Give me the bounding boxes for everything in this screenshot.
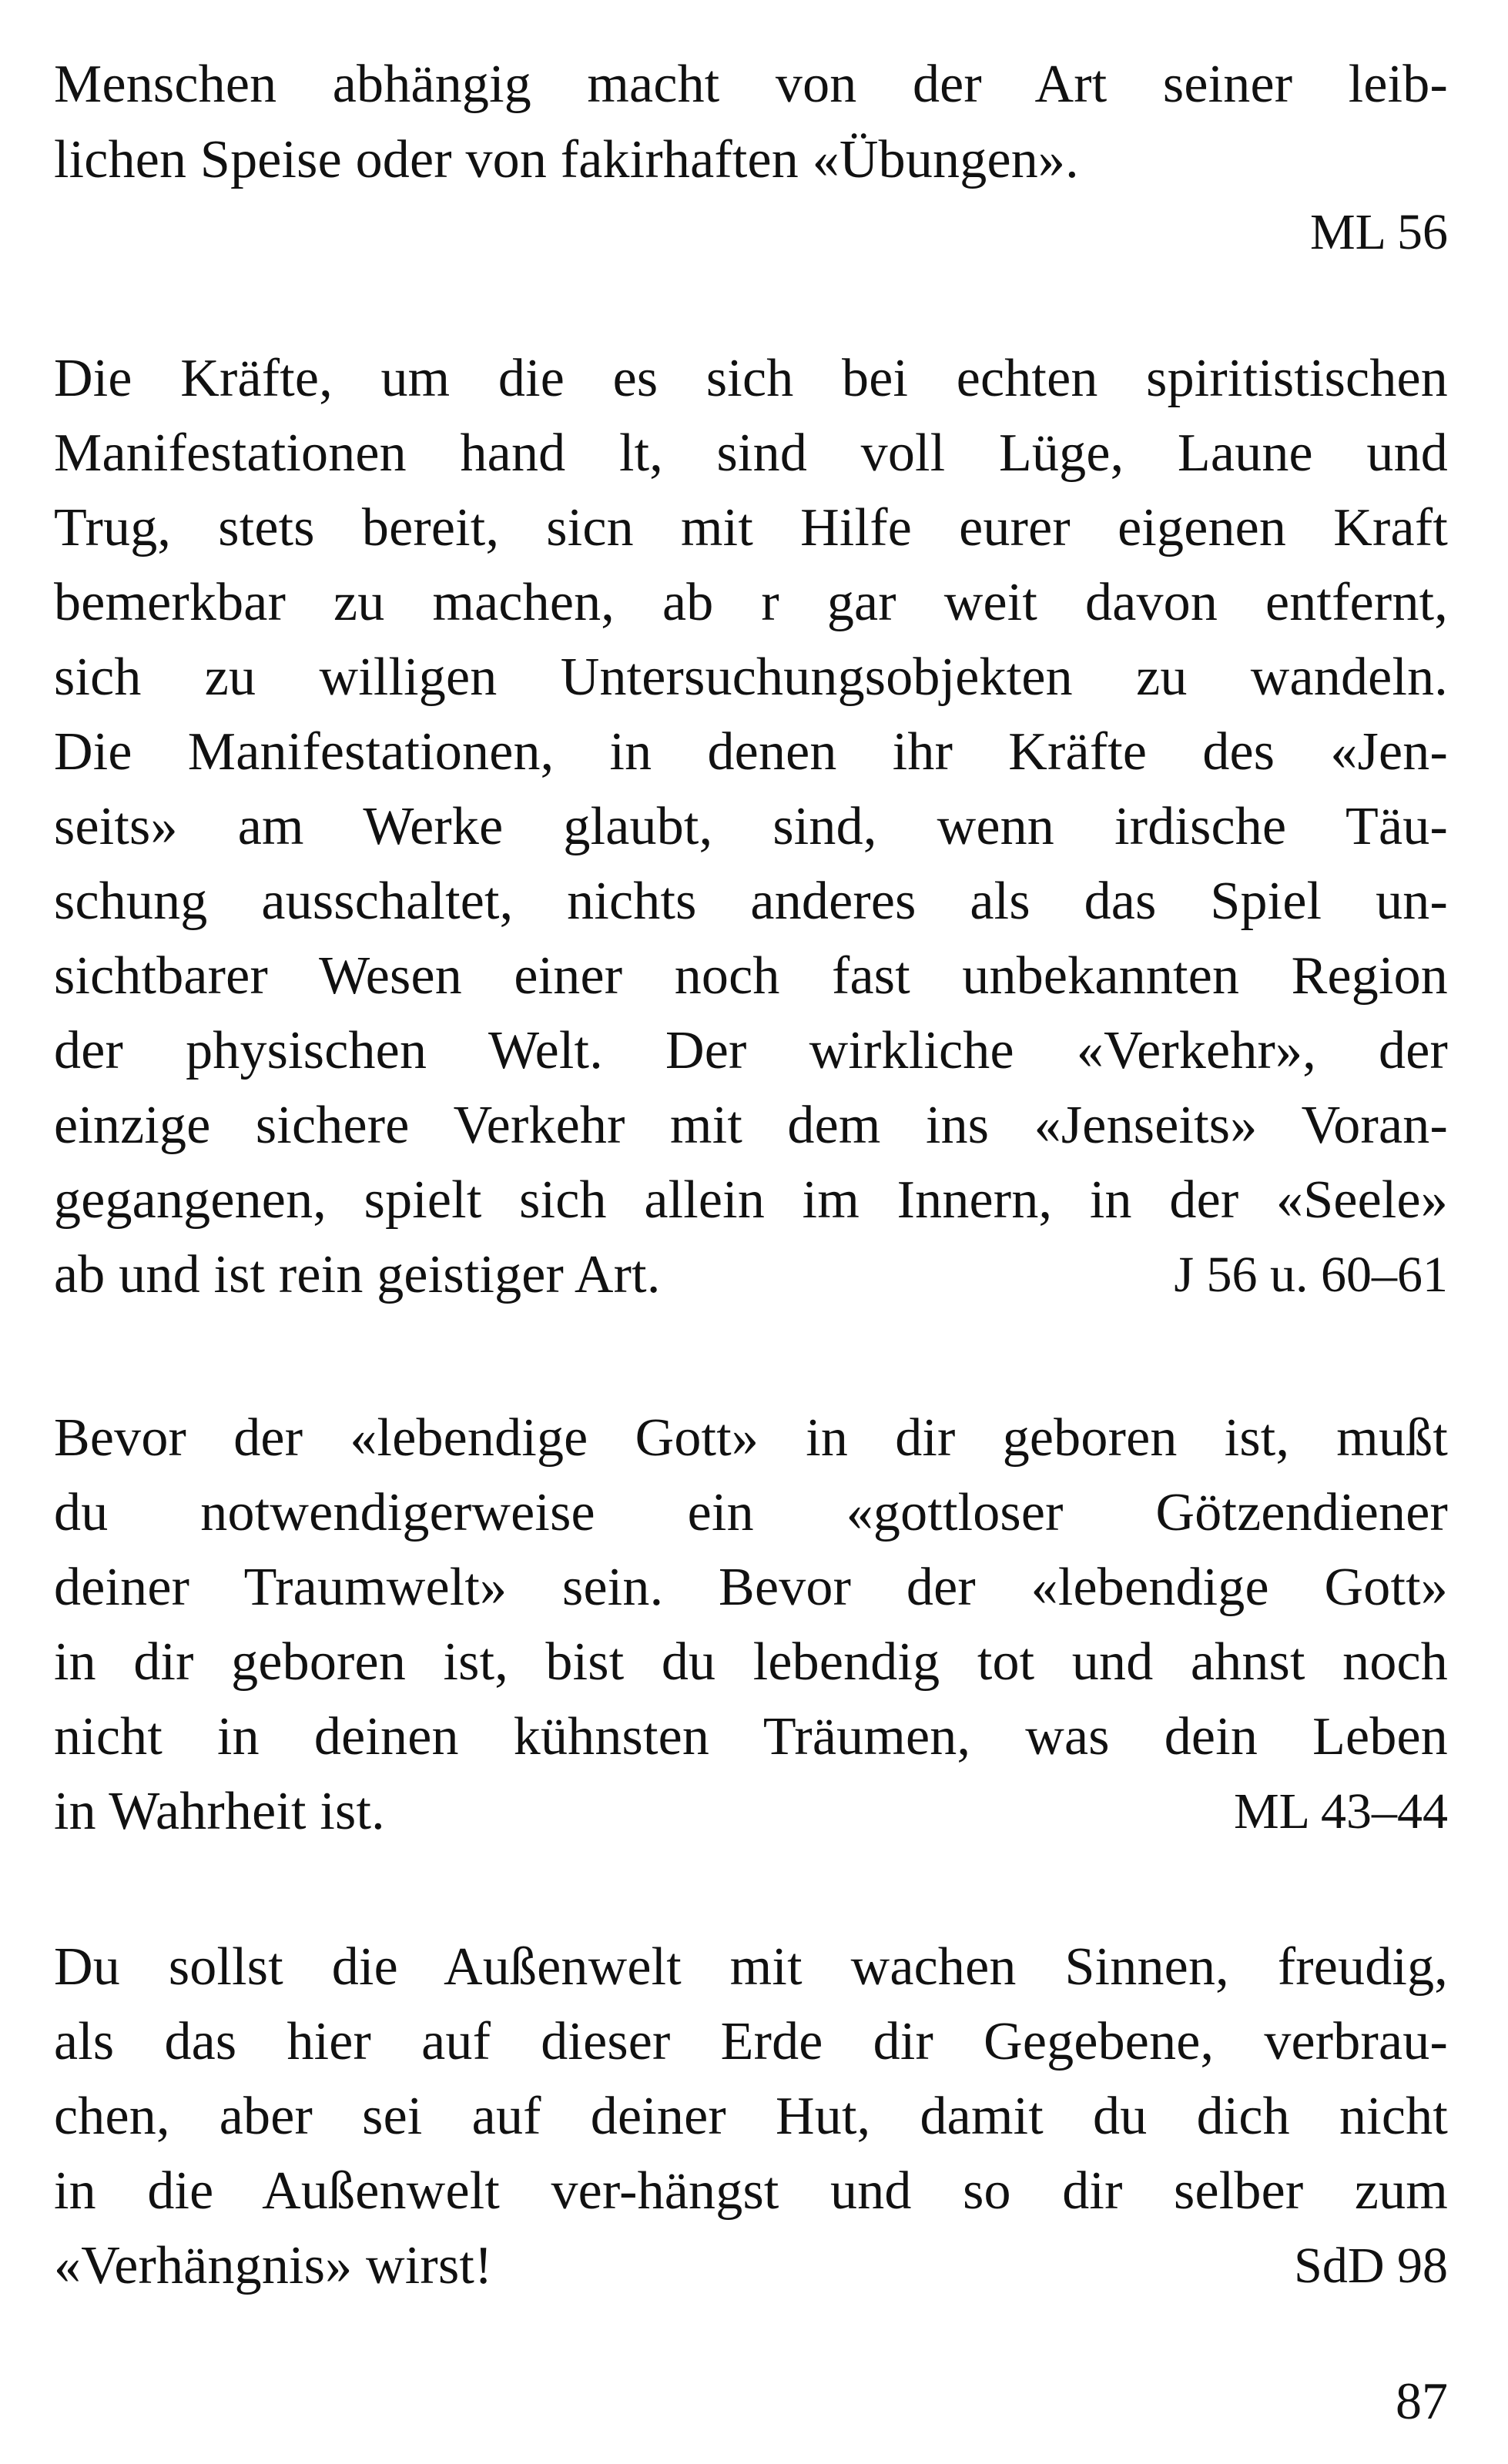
paragraph-1-line-2: lichen Speise oder von fakirhaften «Übungen». bbox=[54, 130, 1079, 189]
paragraph-2-reference: J 56 u. 60–61 bbox=[1174, 1247, 1448, 1303]
paragraph-2-line-4: bemerkbar zu machen, ab r gar weit davon entfernt, bbox=[54, 573, 1448, 632]
paragraph-3-line-4: in dir geboren ist, bist du lebendig tot und ahnst noch bbox=[54, 1632, 1448, 1692]
paragraph-2-line-3: Trug, stets bereit, sicn mit Hilfe eurer eigenen Kraft bbox=[54, 498, 1448, 557]
paragraph-1-reference: ML 56 bbox=[1309, 204, 1448, 260]
paragraph-3-line-3: deiner Traumwelt» sein. Bevor der «lebendige Gott» bbox=[54, 1558, 1448, 1617]
paragraph-3-line-5: nicht in deinen kühnsten Träumen, was dein Leben bbox=[54, 1707, 1448, 1766]
page-number: 87 bbox=[1396, 2372, 1448, 2430]
paragraph-2-line-7: seits» am Werke glaubt, sind, wenn irdische Täu- bbox=[54, 797, 1448, 856]
paragraph-2-line-6: Die Manifestationen, in denen ihr Kräfte des «Jen- bbox=[54, 722, 1448, 782]
paragraph-4-line-1: Du sollst die Außenwelt mit wachen Sinnen, freudig, bbox=[54, 1937, 1448, 1997]
paragraph-2-line-12: gegangenen, spielt sich allein im Innern, in der «Seele» bbox=[54, 1170, 1448, 1230]
paragraph-4-line-2: als das hier auf dieser Erde dir Gegebene, verbrau- bbox=[54, 2012, 1448, 2071]
paragraph-3-line-6: in Wahrheit ist. bbox=[54, 1782, 385, 1841]
paragraph-4-line-3: chen, aber sei auf deiner Hut, damit du dich nicht bbox=[54, 2087, 1448, 2146]
paragraph-3-line-2: du notwendigerweise ein «gottloser Götzendiener bbox=[54, 1483, 1448, 1542]
paragraph-3-reference: ML 43–44 bbox=[1233, 1783, 1448, 1840]
paragraph-1-line-1: Menschen abhängig macht von der Art seiner leib- bbox=[54, 55, 1448, 114]
paragraph-4-line-5: «Verhängnis» wirst! bbox=[54, 2236, 493, 2295]
paragraph-3-line-1: Bevor der «lebendige Gott» in dir geboren ist, mußt bbox=[54, 1408, 1448, 1468]
paragraph-2-line-5: sich zu willigen Untersuchungsobjekten zu wandeln. bbox=[54, 648, 1448, 707]
paragraph-2-line-10: der physischen Welt. Der wirkliche «Verkehr», der bbox=[54, 1021, 1448, 1080]
paragraph-2-line-1: Die Kräfte, um die es sich bei echten spiritistischen bbox=[54, 349, 1448, 408]
paragraph-2-line-11: einzige sichere Verkehr mit dem ins «Jenseits» Voran- bbox=[54, 1096, 1448, 1155]
paragraph-4-line-4: in die Außenwelt ver-hängst und so dir selber zum bbox=[54, 2161, 1448, 2221]
paragraph-2-line-8: schung ausschaltet, nichts anderes als das Spiel un- bbox=[54, 872, 1448, 931]
paragraph-2-line-13: ab und ist rein geistiger Art. bbox=[54, 1245, 661, 1304]
paragraph-2-line-9: sichtbarer Wesen einer noch fast unbekannten Region bbox=[54, 946, 1448, 1006]
paragraph-2-line-2: Manifestationen hand lt, sind voll Lüge, Laune und bbox=[54, 424, 1448, 483]
paragraph-4-reference: SdD 98 bbox=[1294, 2238, 1448, 2294]
